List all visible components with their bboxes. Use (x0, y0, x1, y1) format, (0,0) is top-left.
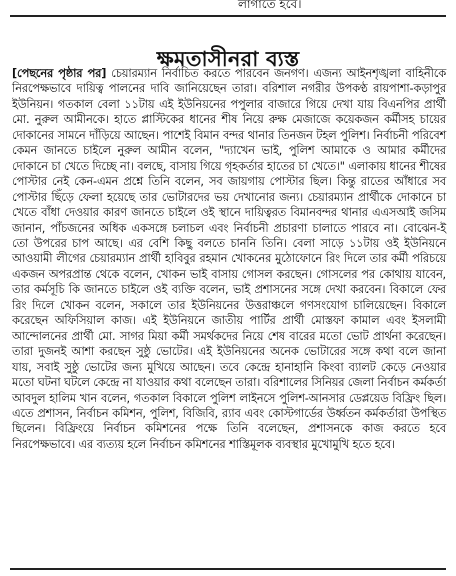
article-body (12, 66, 446, 452)
previous-article-fragment: লাগাতে হবে। (238, 0, 302, 11)
bottom-divider (10, 568, 446, 570)
article-text: চেয়ারম্যান নির্বাচিত করতে পারবেন জনগণ। এজন্য আইনশৃঙ্খলা বাহিনীকে নিরপেক্ষভাবে দায়িত্ব পালনের দাবি জানিয়েছেন তারা। বরিশাল নগরীর উপকণ্ঠ রায়পাশা-কড়াপুর ইউনিয়ন। গতকাল বেলা ১১টায় এই ইউনিয়নের পপুলার বাজারে গিয়ে দেখা যায় বিএনপির প্রার্থী মো. নুরুল আমীনকে। হাতে প্লাস্টিকের ধানের শীষ নিয়ে রুক্ষ মেজাজে কয়েকজন কর্মীসহ চায়ের দোকানের সামনে দাঁড়িয়ে আছেন। পাশেই বিমান বন্দর থানার তিনজন টহল পুলিশ। নির্বাচনী পরিবেশ কেমন জানতে চাইলে নুরুল আমীন বলেন, "দ্যাখেন ভাই, পুলিশ আমাকে ও আমার কর্মীদের দোকানে চা খেতে দিচ্ছে না। বলছে, বাসায় গিয়ে গৃহকর্তার হাতের চা খেতে।" এলাকায় ধানের শীষের পোস্টার নেই কেন-এমন প্রশ্নে তিনি বলেন, সব জায়গায় পোস্টার ছিল। কিন্তু রাতের আঁধারে সব পোস্টার ছিঁড়ে ফেলা হয়েছে তার ভোটারদের ভয় দেখানোর জন্য। চেয়ারম্যান প্রার্থীকে দোকানে চা খেতে বাঁধা দেওয়ার কারণ জানতে চাইলে ওই স্থানে দায়িত্বরত বিমানবন্দর থানার এএসআই জসিম জানান, পাঁচজনের অধিক একসঙ্গে চলাচল এবং নির্বাচনী প্রচারণা চালাতে পারবে না। বোঝেন-ই তো উপরের চাপ আছে। এর বেশি কিছু বলতে চাননি তিনি। বেলা সাড়ে ১১টায় ওই ইউনিয়নে আওয়ামী লীগের চেয়ারম্যান প্রার্থী হাবিবুর রহমান খোকনের মুঠোফোনে রিং দিলে তার কর্মী পরিচয়ে একজন অপরপ্রান্ত থেকে বলেন, খোকন ভাই বাসায় গোসল করছেন। গোসলের পর কোথায় যাবেন, তার কর্মসূচি কি জানতে চাইলে ওই ব্যক্তি বলেন, ভাই প্রশাসনের সঙ্গে দেখা করবেন। বিকালে ফের রিং দিলে খোকন বলেন, সকালে তার ইউনিয়নের উত্তরাঞ্চলে গণসংযোগ চালিয়েছেন। বিকালে করেছেন অফিসিয়াল কাজ। এই ইউনিয়নে জাতীয় পার্টির প্রার্থী মোস্তফা কামাল এবং ইসলামী আন্দোলনের প্রার্থী মো. সাগর মিয়া কর্মী সমর্থকদের নিয়ে শেষ বারের মতো ভোট প্রার্থনা করেছেন। তারা দুজনই আশা করছেন সুষ্ঠু ভোটের। এই ইউনিয়নের অনেক ভোটারের সঙ্গে কথা বলে জানা যায়, সবাই সুষ্ঠু ভোটের জন্য মুখিয়ে আছেন। তবে কেন্দ্রে হানাহানি কিংবা ব্যালট কেড়ে নেওয়ার মতো ঘটনা ঘটলে কেন্দ্রে না যাওয়ার কথা বলেছেন তারা। বরিশালের সিনিয়র জেলা নির্বাচন কর্মকর্তা আবদুল হালিম খান বলেন, গতকাল বিকালে পুলিশ লাইনসে পুলিশ-আনসার ডেপ্লয়েড বিফ্রিং ছিল। এতে প্রশাসন, নির্বাচন কমিশন, পুলিশ, বিজিবি, র‌্যাব এবং কোস্টগার্ডের উর্ধ্বতন কর্মকর্তারা উপস্থিত ছিলেন। বিফ্রিংয়ে নির্বাচন কমিশনের পক্ষে তিনি বলেছেন, প্রশাসনকে কাজ করতে হবে নিরপেক্ষভাবে। এর ব্যত্যয় হলে নির্বাচন কমিশনের শাস্তিমূলক ব্যবস্থার মুখোমুখি হতে হবে। (12, 67, 446, 451)
continuation-lead: [পেছনের পৃষ্ঠার পর] (12, 67, 107, 80)
top-divider (10, 15, 446, 17)
article-headline: ক্ষমতাসীনরা ব্যস্ত (156, 47, 300, 72)
